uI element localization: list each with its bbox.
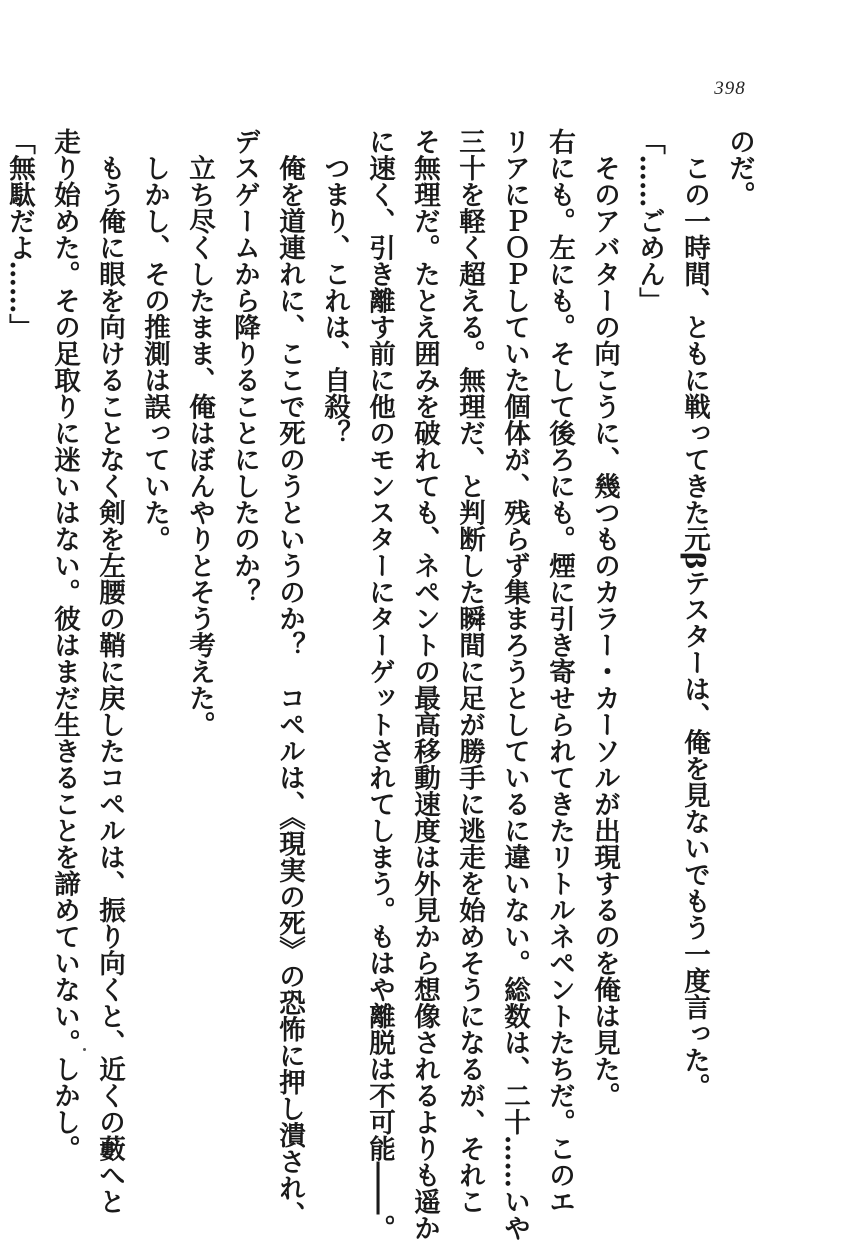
text-line: リアにＰＯＰしていた個体が、残らず集まろうとしているに違いない。総数は、二十……いや [499, 128, 530, 1241]
scan-speck [83, 1048, 86, 1051]
text-line: に速く、引き離す前に他のモンスターにターゲットされてしまう。もはや離脱は不可能――。 [364, 128, 395, 1241]
text-line: のだ。 [724, 128, 755, 208]
text-line: 右にも。左にも。そして後ろにも。煙に引き寄せられてきたリトルネペントたちだ。このエ [544, 128, 575, 1215]
text-line: 三十を軽く超える。無理だ、と判断した瞬間に足が勝手に逃走を始めそうになるが、それこ [454, 128, 485, 1215]
text-line: 立ち尽くしたまま、俺はぼんやりとそう考えた。 [184, 128, 215, 738]
vertical-text-block [4, 128, 762, 1241]
text-line: 走り始めた。その足取りに迷いはない。彼はまだ生きることを諦めていない。しかし。 [49, 128, 80, 1162]
text-line: つまり、これは、自殺？ [319, 128, 350, 446]
text-line: しかし、その推測は誤っていた。 [139, 128, 170, 552]
text-line: 「……ごめん」 [634, 128, 665, 314]
text-line: デスゲームから降りることにしたのか？ [229, 128, 260, 605]
text-line: この一時間、ともに戦ってきた元βテスターは、俺を見ないでもう一度言った。 [679, 128, 710, 1100]
page-number: 398 [714, 78, 746, 99]
text-line: そのアバターの向こうに、幾つものカラー・カーソルが出現するのを俺は見た。 [589, 128, 620, 1109]
text-line: もう俺に眼を向けることなく剣を左腰の鞘に戻したコペルは、振り向くと、近くの藪へと [94, 128, 125, 1215]
text-line: 俺を道連れに、ここで死のうというのか？ コペルは、《現実の死》の恐怖に押し潰され、 [274, 128, 305, 1228]
text-line: 「無駄だよ……」 [4, 128, 35, 340]
text-line: そ無理だ。たとえ囲みを破れても、ネペントの最高移動速度は外見から想像されるよりも遥か [409, 128, 440, 1241]
